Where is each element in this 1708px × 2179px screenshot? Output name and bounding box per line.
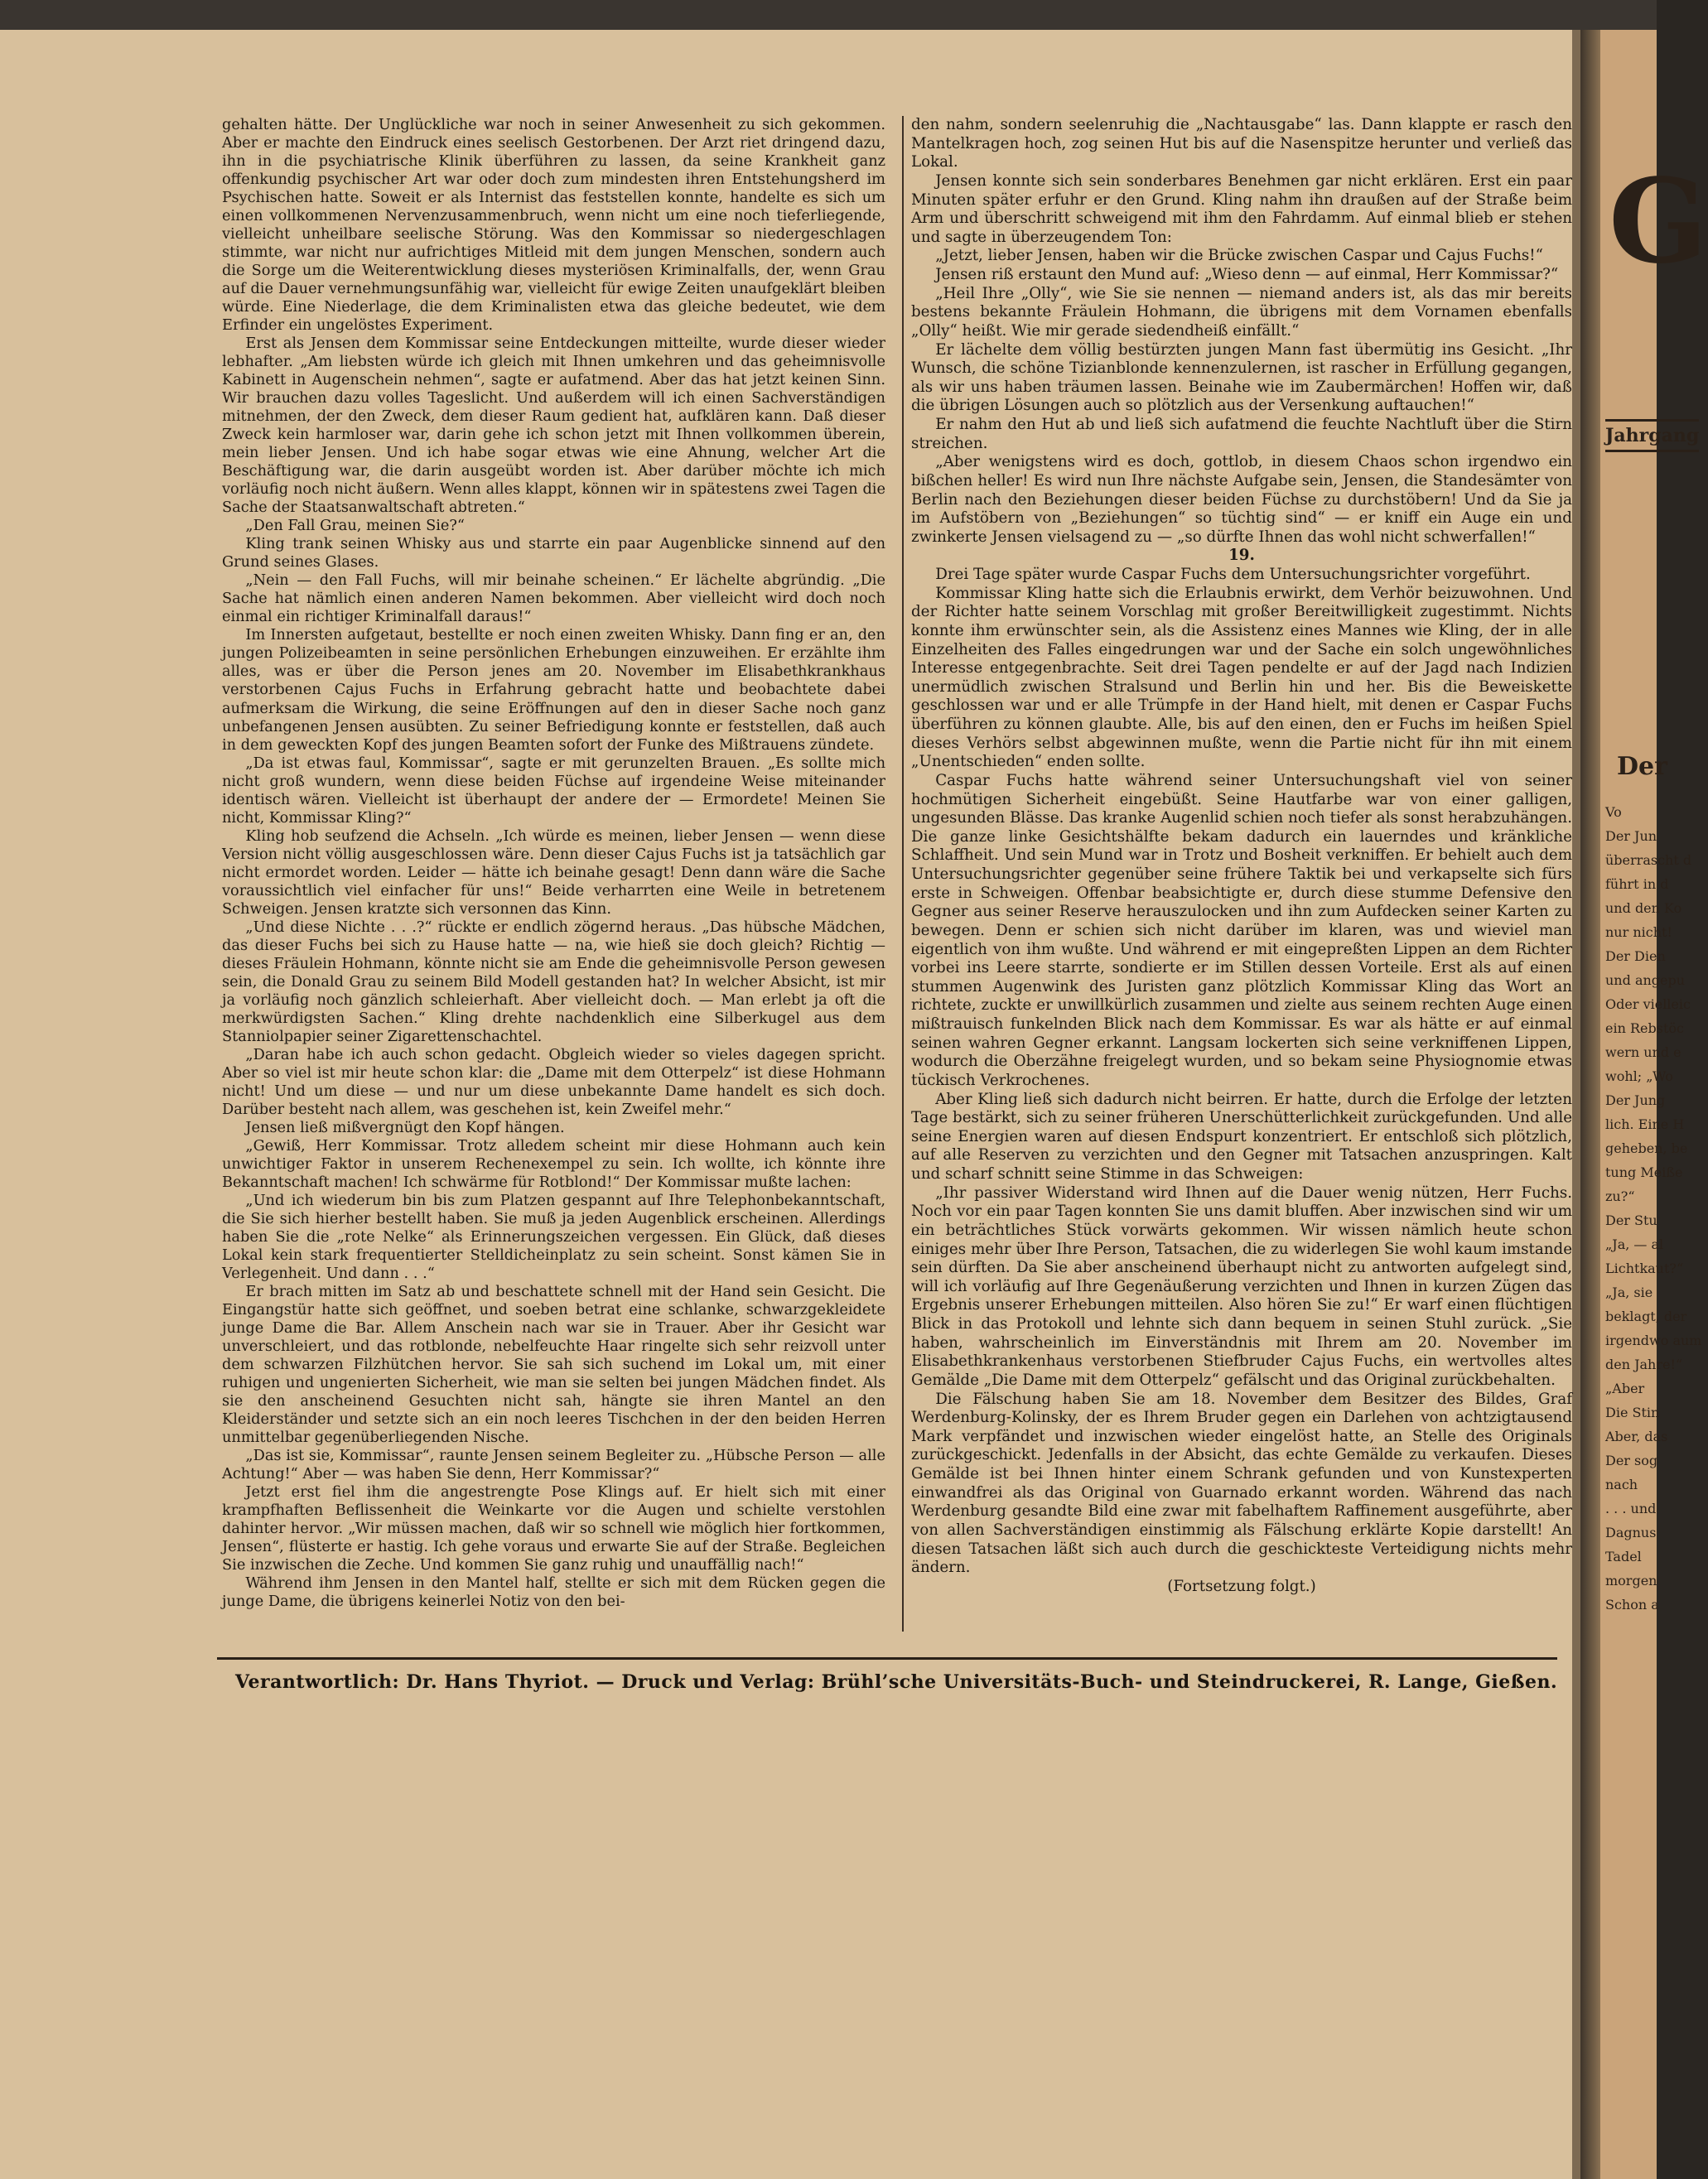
- paragraph: „Und ich wiederum bin bis zum Platzen gespannt auf Ihre Telephonbekanntschaft, die Sie sich hierher bestellt haben. Sie muß ja jeden Augenblick erscheinen. Allerdings haben Sie die „rote Nelke“ als Erinnerungszeichen vergessen. Ein Glück, daß dieses Lokal kein stark frequentierter Stelldicheinplatz zu sein scheint. Sonst kämen Sie in Verlegenheit. Und dann . . .“: [222, 1192, 885, 1282]
- adjacent-page-fragment: [1580, 30, 1708, 2179]
- paragraph: Während ihm Jensen in den Mantel half, stellte er sich mit dem Rücken gegen die junge Dame, die übrigens keinerlei Notiz von den bei-: [222, 1575, 885, 1611]
- paragraph: Kling hob seufzend die Achseln. „Ich würde es meinen, lieber Jensen — wenn diese Version nicht völlig ausgeschlossen wäre. Denn dieser Cajus Fuchs ist ja tatsächlich gar nicht ermordet worden. Leider — hätte ich beinahe gesagt! Denn dann wäre die Sache voraussichtlich viel einfacher für uns!“ Beide verharrten eine Weile in betretenem Schweigen. Jensen kratzte sich versonnen das Kinn.: [222, 827, 885, 918]
- paragraph: Er nahm den Hut ab und ließ sich aufatmend die feuchte Nachtluft über die Stirn streichen.: [911, 416, 1572, 452]
- scan-top-edge: [0, 0, 1657, 30]
- publisher-imprint: Verantwortlich: Dr. Hans Thyriot. — Druck und Verlag: Brühl’sche Universitäts-Buch- und Steindruckerei, R. Lange, Gießen.: [235, 1671, 1558, 1693]
- paragraph: „Das ist sie, Kommissar“, raunte Jensen seinem Begleiter zu. „Hübsche Person — alle Achtung!“ Aber — was haben Sie denn, Herr Kommissar?“: [222, 1448, 885, 1483]
- masthead-letter: G: [1609, 154, 1708, 290]
- paragraph: Caspar Fuchs hatte während seiner Untersuchungshaft viel von seiner hochmütigen Sicherheit eingebüßt. Seine Hautfarbe war von einer galligen, ungesunden Blässe. Das kranke Augenlid schien noch tiefer als sonst herabzuhängen. Die ganze linke Gesichtshälfte bekam dadurch ein lauerndes und kränkliche Schlaffheit. Und sein Mund war in Trotz und Bosheit verkniffen. Er behielt auch dem Untersuchungsrichter gegenüber seine frühere Taktik bei und verkapselte sich fürs erste in Schweigen. Offenbar beabsichtigte er, durch diese stumme Defensive den Gegner aus seiner Reserve herauszulocken und ihn zum Aufdecken seiner Karten zu bewegen. Denn er schien sich nicht darüber im klaren, was und wieviel man eigentlich von ihm wußte. Und während er mit eingepreßten Lippen an dem Richter vorbei ins Leere starrte, sondierte er im Stillen dessen Vorteile. Erst als auf einen stummen Augenwink des Juristen ganz plötzlich Kommissar Kling das Wort an richtete, zuckte er unwillkürlich zusammen und zielte aus seinem rechten Auge einen mißtrauisch funkelnden Blick nach dem Kommissar. Es war als hätte er auf einmal seinen wahren Gegner erkannt. Langsam lockerten sich seine verkniffenen Lippen, wodurch die Oberzähne freigelegt wurden, und so bekam seine Physiognomie etwas tückisch Verkrochenes.: [911, 771, 1572, 1089]
- paragraph: „Ihr passiver Widerstand wird Ihnen auf die Dauer wenig nützen, Herr Fuchs. Noch vor ein paar Tagen konnten Sie uns damit bluffen. Aber inzwischen sind wir um ein beträchtliches Stück vorwärts gekommen. Wir wissen nämlich heute schon einiges mehr über Ihre Person, Tatsachen, die zu widerlegen Sie wohl kaum imstande sein dürften. Da Sie aber anscheinend überhaupt nicht zu antworten aufgelegt sind, will ich vorläufig auf Ihre Gegenäußerung verzichten und Ihnen in kurzen Zügen das Ergebnis unserer Erhebungen mitteilen. Also hören Sie zu!“ Er warf einen flüchtigen Blick in das Protokoll und lehnte sich dann bequem in seinen Stuhl zurück. „Sie haben, wahrscheinlich im Einverständnis mit Ihrem am 20. November im Elisabethkrankenhaus verstorbenen Stiefbruder Cajus Fuchs, ein wertvolles altes Gemälde „Die Dame mit dem Otterpelz“ gefälscht und das Original zurückbehalten.: [911, 1184, 1572, 1389]
- paragraph: „Gewiß, Herr Kommissar. Trotz alledem scheint mir diese Hohmann auch kein unwichtiger Faktor in unserem Rechenexempel zu sein. Ich wollte, ich könnte ihre Bekanntschaft machen! Ich schwärme für Rotblond!“ Der Kommissar mußte lachen:: [222, 1137, 885, 1191]
- continuation-note: (Fortsetzung folgt.): [1167, 1577, 1316, 1595]
- paragraph: Die Fälschung haben Sie am 18. November dem Besitzer des Bildes, Graf Werdenburg-Kolinsky, der es Ihrem Bruder gegen ein Darlehen von achtzigtausend Mark verpfändet und inzwischen wieder eingelöst hatte, an Stelle des Originals zurückgeschickt. Jedenfalls in der Absicht, das echte Gemälde zu verkaufen. Dieses Gemälde ist bei Ihnen hinter einem Schrank gefunden und von Kunstexperten einwandfrei als das Original von Guarnado erkannt worden. Während das nach Werdenburg gesandte Bild eine zwar mit fabelhaftem Raffinement ausgeführte, aber von allen Sachverständigen einstimmig als Fälschung erklärte Kopie darstellt! An diesen Tatsachen läßt sich auch durch die geschickteste Verteidigung nichts mehr ändern.: [911, 1390, 1572, 1577]
- paragraph: „Aber wenigstens wird es doch, gottlob, in diesem Chaos schon irgendwo ein bißchen heller! Es wird nun Ihre nächste Aufgabe sein, Jensen, die Standesämter von Berlin nach den Beziehungen dieser beiden Füchse zu durchstöbern! Und da Sie ja im Aufstöbern von „Beziehungen“ so tüchtig sind“ — er kniff ein Auge ein und zwinkerte Jensen vielsagend zu — „so dürfte Ihnen das wohl nicht schwerfallen!“: [911, 453, 1572, 546]
- paragraph: Jensen konnte sich sein sonderbares Benehmen gar nicht erklären. Erst ein paar Minuten später erfuhr er den Grund. Kling nahm ihn draußen auf der Straße beim Arm und überschritt schweigend mit ihm den Fahrdamm. Auf einmal blieb er stehen und sagte in überzeugendem Ton:: [911, 171, 1572, 246]
- paragraph: „Da ist etwas faul, Kommissar“, sagte er mit gerunzelten Brauen. „Es sollte mich nicht groß wundern, wenn diese beiden Füchse auf irgendeine Weise miteinander identisch wären. Vielleicht ist überhaupt der andere der — Ermordete! Meinen Sie nicht, Kommissar Kling?“: [222, 754, 885, 827]
- paragraph: Er brach mitten im Satz ab und beschattete schnell mit der Hand sein Gesicht. Die Eingangstür hatte sich geöffnet, und soeben betrat eine schlanke, schwarzgekleidete junge Dame die Bar. Allem Anschein nach war sie in Trauer. Aber ihr Gesicht war unverschleiert, und das rotblonde, nebelfeuchte Haar ringelte sich sehr reizvoll unter dem schwarzen Filzhütchen hervor. Sie sah sich suchend im Lokal um, mit einer ruhigen und ungenierten Sicherheit, wie man sie selten bei jungen Mädchen findet. Als sie den anscheinend Gesuchten nicht sah, hängte sie ihren Mantel an den Kleiderständer und setzte sich an ein noch leeres Tischchen in der den beiden Herren unmittelbar gegenüberliegenden Nische.: [222, 1284, 885, 1447]
- paragraph: Jensen riß erstaunt den Mund auf: „Wieso denn — auf einmal, Herr Kommissar?“: [935, 266, 1559, 283]
- right-text-column: [911, 116, 1572, 1596]
- paragraph: „Heil Ihre „Olly“, wie Sie sie nennen — niemand anders ist, als das mir bereits bestens bekannte Fräulein Hohmann, die übrigens mit dem Vornamen ebenfalls „Olly“ heißt. Wie mir gerade siedendheiß einfällt.“: [911, 284, 1572, 340]
- paragraph: den nahm, sondern seelenruhig die „Nachtausgabe“ las. Dann klappte er rasch den Mantelkragen hoch, zog seinen Hut bis auf die Nasenspitze herunter und verließ das Lokal.: [911, 116, 1572, 171]
- paragraph: Jensen ließ mißvergnügt den Kopf hängen.: [245, 1119, 565, 1136]
- paragraph: „Nein — den Fall Fuchs, will mir beinahe scheinen.“ Er lächelte abgründig. „Die Sache hat nämlich einen anderen Namen bekommen. Aber vielleicht wird doch noch einmal ein richtiger Kriminalfall daraus!“: [222, 572, 885, 626]
- left-text-column: [222, 116, 885, 1611]
- paragraph: Jetzt erst fiel ihm die angestrengte Pose Klings auf. Er hielt sich mit einer krampfhaften Beflissenheit die Weinkarte vor die Augen und schielte verstohlen dahinter hervor. „Wir müssen machen, daß wir so schnell wie möglich hier fortkommen, Jensen“, flüsterte er hastig. Ich gehe voraus und erwarte Sie auf der Straße. Begleichen Sie inzwischen die Zeche. Und kommen Sie ganz ruhig und unauffällig nach!“: [222, 1484, 885, 1574]
- paragraph: „Jetzt, lieber Jensen, haben wir die Brücke zwischen Caspar und Cajus Fuchs!“: [935, 247, 1543, 265]
- chapter-number: 19.: [1228, 547, 1255, 565]
- paragraph: Er lächelte dem völlig bestürzten jungen Mann fast übermütig ins Gesicht. „Ihr Wunsch, die schöne Tizianblonde kennenzulernen, ist rascher in Erfüllung gegangen, als wir uns haben träumen lassen. Beinahe wie im Zaubermärchen! Hoffen wir, daß die übrigen Lösungen auch so plötzlich aus der Versenkung auftauchen!“: [911, 340, 1572, 415]
- page-gutter: [1580, 30, 1600, 2179]
- article-heading-fragment: Der: [1617, 752, 1667, 781]
- paragraph: „Und diese Nichte . . .?“ rückte er endlich zögernd heraus. „Das hübsche Mädchen, das dieser Fuchs bei sich zu Hause hatte — na, wie hieß sie doch gleich? Richtig — dieses Fräulein Hohmann, könnte nicht sie am Ende die geheimnisvolle Person gewesen sein, die Donald Grau zu seinem Bild Modell gestanden hat? In welcher Absicht, ist mir ja vorläufig noch gänzlich schleierhaft. Aber vielleicht doch. — Man erlebt ja oft die merkwürdigsten Sachen.“ Kling drehte nachdenklich eine Silberkugel aus dem Stanniolpapier seiner Zigarettenschachtel.: [222, 918, 885, 1045]
- paragraph: Aber Kling ließ sich dadurch nicht beirren. Er hatte, durch die Erfolge der letzten Tage bestärkt, sich zu seiner früheren Unerschütterlichkeit zurückgefunden. Und alle seine Energien waren auf diesen Endspurt konzentriert. Er entschloß sich plötzlich, auf alle Reserven zu verzichten und den Gegner mit Tatsachen anzuspringen. Kalt und scharf schnitt seine Stimme in das Schweigen:: [911, 1090, 1572, 1183]
- column-divider: [902, 116, 904, 1632]
- paragraph: Im Innersten aufgetaut, bestellte er noch einen zweiten Whisky. Dann fing er an, den jungen Polizeibeamten in seine persönlichen Erhebungen einzuweihen. Er erzählte ihm alles, was er über die Person jenes am 20. November im Elisabethkrankhaus verstorbenen Cajus Fuchs in Erfahrung gebracht hatte und beobachtete dabei aufmerksam die Wirkung, die seine Eröffnungen auf den in dieser Sache noch ganz unbefangenen Jensen ausübten. Zu seiner Befriedigung konnte er feststellen, daß auch in dem geweckten Kopf des jungen Beamten sofort der Funke des Mißtrauens zündete.: [222, 627, 885, 754]
- paragraph: „Den Fall Grau, meinen Sie?“: [245, 518, 466, 535]
- paragraph: Kommissar Kling hatte sich die Erlaubnis erwirkt, dem Verhör beizuwohnen. Und der Richter hatte seinem Vorschlag mit großer Bereitwilligkeit zugestimmt. Nichts konnte ihm erwünschter sein, als die Assistenz eines Mannes wie Kling, der in alle Einzelheiten des Falles eingedrungen war und der Sache ein solch ungewöhnliches Interesse entgegenbrachte. Seit drei Tagen pendelte er auf der Jagd nach Indizien unermüdlich zwischen Stralsund und Berlin hin und her. Bis die Beweiskette geschlossen war und er alle Trümpfe in der Hand hielt, mit denen er Caspar Fuchs überführen zu können glaubte. Alle, bis auf den einen, den er Fuchs im heißen Spiel dieses Verhörs selbst abgewinnen mußte, wenn die Partie nicht für ihn mit einem „Unentschieden“ enden sollte.: [911, 584, 1572, 771]
- volume-label: Jahrgang: [1605, 419, 1699, 452]
- article-text-fragment: Vo Der Jun überrascht d führt in d und den Ko nur nicht! Der Dien und angepu Oder vielleic ein Rebstöc wern und e wohl; „Wo Der Jung lich. Eine H geheben, be tung Meiße zu?“ Der Stu „Ja, — al Lichtkaut?“ „Ja, sie beklagt, der irgendwo aum den Jahre!“ „Aber Die Stin Aber, das Der sog nach . . . und Dagnus Tadel morgen Schon a: [1605, 804, 1702, 1613]
- paragraph: Drei Tage später wurde Caspar Fuchs dem Untersuchungsrichter vorgeführt.: [935, 566, 1531, 583]
- paragraph: „Daran habe ich auch schon gedacht. Obgleich wieder so vieles dagegen spricht. Aber so viel ist mir heute schon klar: die „Dame mit dem Otterpelz“ ist diese Hohmann nicht! Und um diese — und nur um diese unbekannte Dame handelt es sich doch. Darüber besteht nach allem, was geschehen ist, kein Zweifel mehr.“: [222, 1046, 885, 1118]
- footer-rule: [217, 1657, 1557, 1660]
- paragraph: Erst als Jensen dem Kommissar seine Entdeckungen mitteilte, wurde dieser wieder lebhafter. „Am liebsten würde ich gleich mit Ihnen umkehren und das geheimnisvolle Kabinett in Augenschein nehmen“, sagte er aufatmend. Aber das hat jetzt keinen Sinn. Wir brauchen dazu volles Tageslicht. Und außerdem will ich einen Sachverständigen mitnehmen, der den Zweck, dem dieser Raum gedient hat, aufklären kann. Daß dieser Zweck kein harmloser war, darin gehe ich schon jetzt mit Ihnen vollkommen überein, mein lieber Jensen. Und ich habe sogar etwas wie eine Ahnung, welcher Art die Beschäftigung war, die darin ausgeübt worden ist. Aber darüber möchte ich mich vorläufig noch nicht äußern. Wenn alles klappt, können wir in spätestens zwei Tagen die Sache der Staatsanwaltschaft abtreten.“: [222, 335, 885, 517]
- paragraph: Kling trank seinen Whisky aus und starrte ein paar Augenblicke sinnend auf den Grund seines Glases.: [222, 536, 885, 571]
- paragraph: gehalten hätte. Der Unglückliche war noch in seiner Anwesenheit zu sich gekommen. Aber er machte den Eindruck eines seelisch Gestorbenen. Der Arzt riet dringend dazu, ihn in die psychiatrische Klinik überführen zu lassen, da seine Krankheit ganz offenkundig psychischer Art war oder doch zum mindesten ihren Entstehungsherd im Psychischen hatte. Soweit er als Internist das feststellen konnte, handelte es sich um einen vollkommenen Nervenzusammenbruch, wenn nicht um eine noch tieferliegende, vielleicht unheilbare seelische Störung. Was den Kommissar so niedergeschlagen stimmte, war nicht nur aufrichtiges Mitleid mit dem jungen Menschen, sondern auch die Sorge um die Weiterentwicklung dieses mysteriösen Kriminalfalls, der, wenn Grau auf die Dauer vernehmungsunfähig war, vielleicht für ewige Zeiten unaufgeklärt bleiben würde. Eine Niederlage, die dem Kriminalisten etwa das gleiche bedeutet, wie dem Erfinder ein ungelöstes Experiment.: [222, 117, 885, 335]
